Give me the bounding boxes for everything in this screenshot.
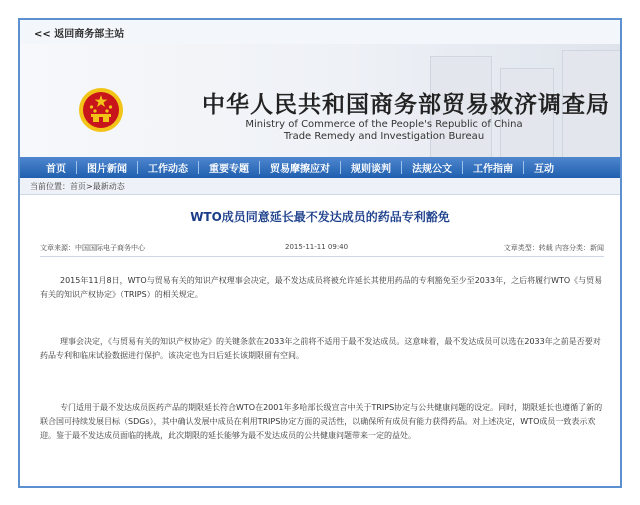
nav-work-guide[interactable]: 工作指南 <box>473 164 513 175</box>
article-paragraph-3: 专门适用于最不发达成员医药产品的期限延长符合WTO在2001年多哈部长级宣言中关于TRIPS协定与公共健康问题的设定。同时，期限延长也遵循了新的联合国可持续发展目标（SDGs），其中确认发展中成员在利用TRIPS协定方面的灵活性，以确保所有成员有能力获得药品。对上述决定，WTO成员一致表示欢迎。鉴于最不发达成员面临的挑战，此次期限的延长能够为最不发达成员的公共健康问题带来一定的益处。 <box>40 403 603 440</box>
breadcrumb-home-link[interactable]: 首页 <box>70 182 86 191</box>
nav-home[interactable]: 首页 <box>46 164 66 175</box>
meta-divider <box>40 256 604 257</box>
nav-separator <box>401 161 402 174</box>
breadcrumb-separator: > <box>86 182 93 191</box>
nav-rules-negotiation[interactable]: 规则谈判 <box>351 164 391 175</box>
article-type-info: 文章类型：转载 内容分类：新闻 <box>503 244 604 252</box>
article-date: 2015-11-11 09:40 <box>285 243 349 251</box>
national-emblem-icon <box>77 86 125 134</box>
bureau-title-en-line2: Trade Remedy and Investigation Bureau <box>283 131 485 142</box>
header-banner <box>20 44 620 157</box>
top-bar <box>20 20 620 45</box>
article-title: WTO成员同意延长最不发达成员的药品专利豁免 <box>190 210 450 224</box>
nav-separator <box>259 161 260 174</box>
nav-separator <box>462 161 463 174</box>
nav-separator <box>76 161 77 174</box>
main-nav <box>20 157 620 178</box>
nav-interaction[interactable]: 互动 <box>534 164 554 175</box>
article-paragraph-1: 2015年11月8日，WTO与贸易有关的知识产权理事会决定，最不发达成员将被允许延长其使用药品的专利豁免至少至2033年，之后将履行WTO《与贸易有关的知识产权协定》（TRIPS）的相关规定。 <box>40 276 603 299</box>
bureau-title-en <box>244 119 524 143</box>
nav-separator <box>198 161 199 174</box>
nav-trade-friction[interactable]: 贸易摩擦应对 <box>270 164 330 175</box>
nav-regulations[interactable]: 法规公文 <box>412 164 452 175</box>
page-frame <box>18 18 622 488</box>
bureau-title-cn: 中华人民共和国商务部贸易救济调查局 <box>202 92 610 118</box>
nav-special-topics[interactable]: 重要专题 <box>209 164 249 175</box>
nav-separator <box>137 161 138 174</box>
nav-separator <box>523 161 524 174</box>
article-paragraph-2: 理事会决定，《与贸易有关的知识产权协定》的关键条款在2033年之前将不适用于最不发达成员。这意味着，最不发达成员可以选在2033年之前是否要对药品专利和临床试验数据进行保护。该决定也为日后延长该期限留有空间。 <box>40 337 601 360</box>
nav-separator <box>340 161 341 174</box>
breadcrumb-current-link[interactable]: 最新动态 <box>92 182 125 191</box>
article-source: 文章来源：中国国际电子商务中心 <box>40 244 145 252</box>
nav-work-updates[interactable]: 工作动态 <box>148 164 188 175</box>
breadcrumb-prefix: 当前位置： <box>30 182 70 191</box>
breadcrumb <box>20 178 620 195</box>
back-to-main-site-link[interactable]: << 返回商务部主站 <box>34 29 125 40</box>
nav-photo-news[interactable]: 图片新闻 <box>87 164 127 175</box>
bureau-title-en-line1: Ministry of Commerce of the People's Republic of China <box>245 119 523 130</box>
